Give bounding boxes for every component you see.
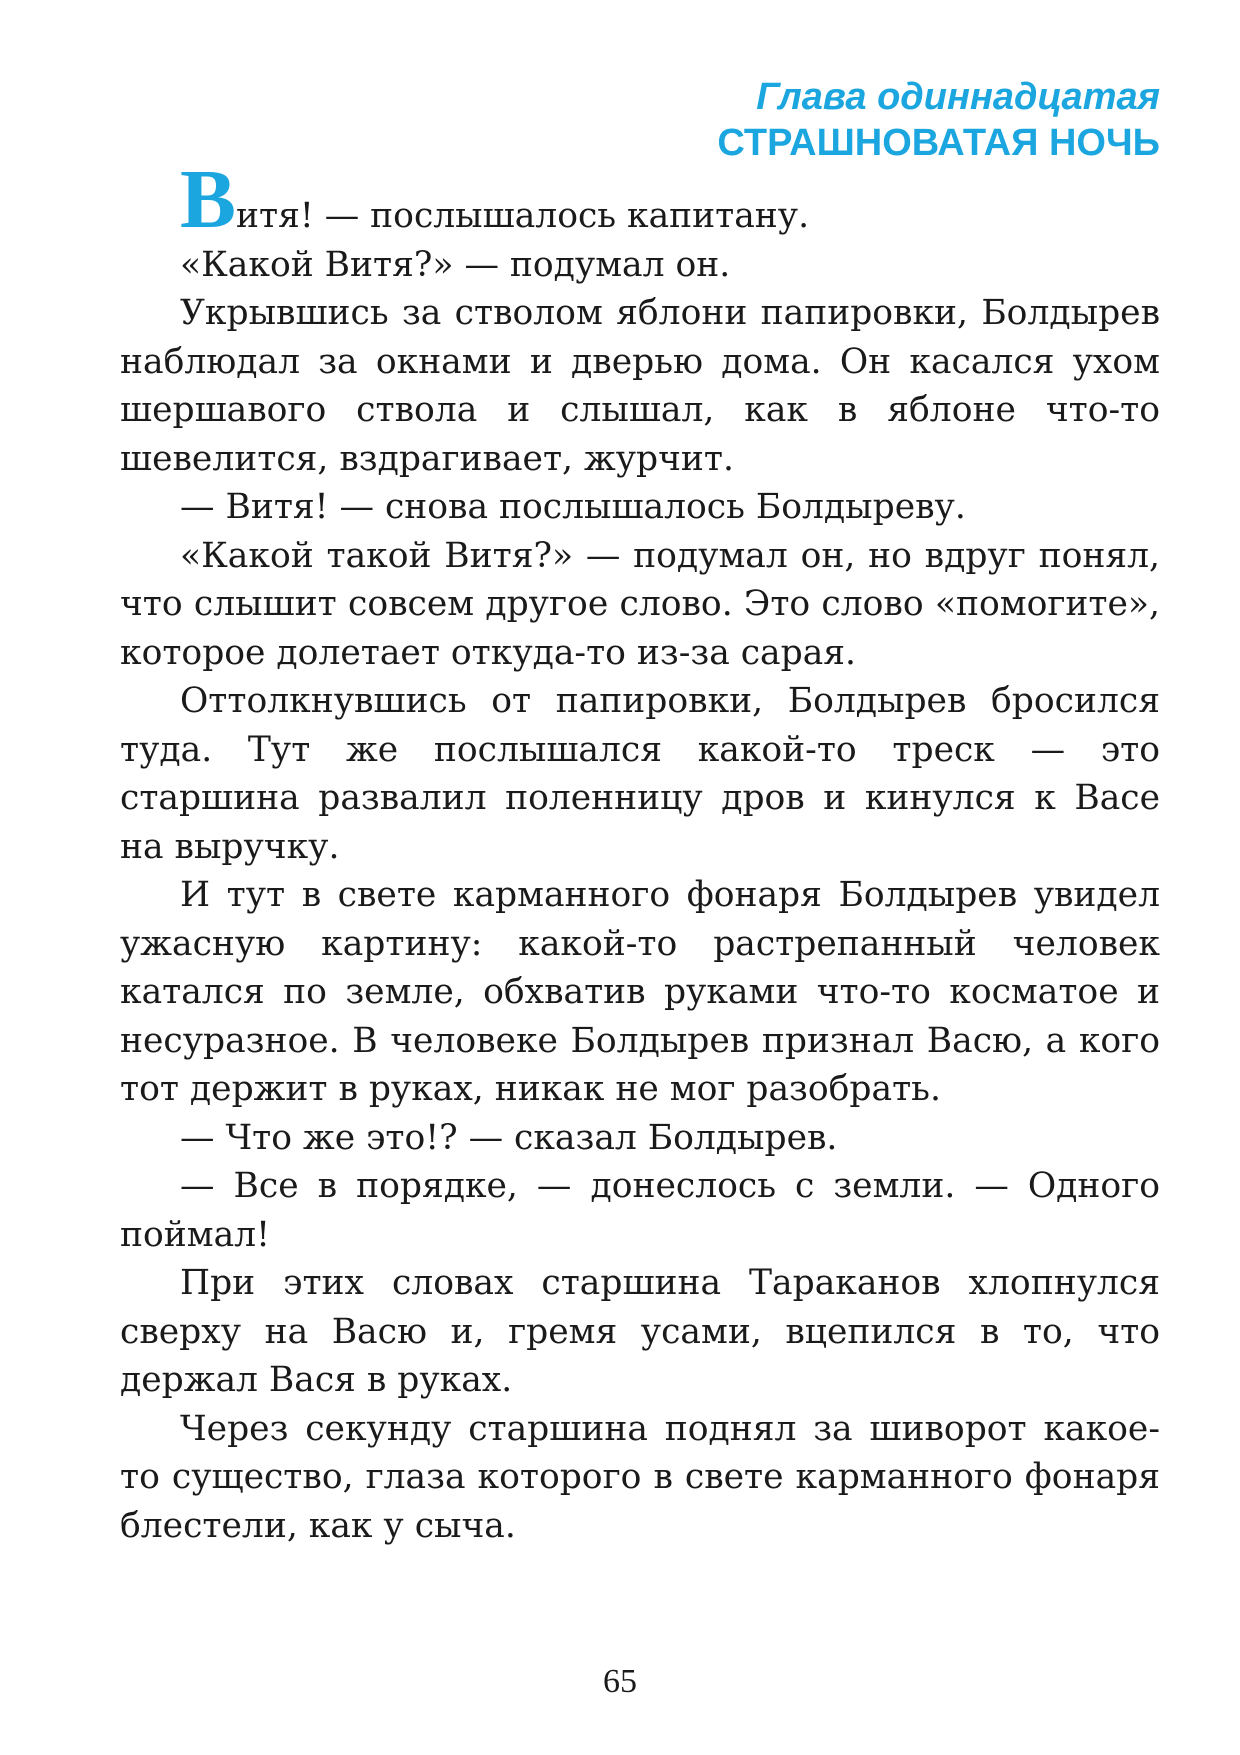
paragraph-6: Оттолкнувшись от папировки, Болдырев бросился туда. Тут же послышался какой-то треск — это старшина развалил поленницу дров и кинулся к Васе на выручку. [120, 681, 1160, 867]
paragraph-3: Укрывшись за стволом яблони папировки, Болдырев наблюдал за окнами и дверью дома. Он касался ухом шершавого ствола и слышал, как в яблоне что-то шевелится, вздрагивает, журчит. [120, 293, 1160, 479]
chapter-title: СТРАШНОВАТАЯ НОЧЬ [717, 122, 1160, 164]
drop-cap: В [180, 153, 237, 246]
paragraph-8: — Что же это!? — сказал Болдырев. [180, 1117, 838, 1158]
chapter-heading [120, 78, 1160, 162]
paragraph-10: При этих словах старшина Тараканов хлопнулся сверху на Васю и, гремя усами, вцепился в то, что держал Вася в руках. [120, 1263, 1160, 1400]
chapter-number: Глава одиннадцатая [756, 76, 1160, 118]
paragraph-11: Через секунду старшина поднял за шиворот какое-то существо, глаза которого в свете карманного фонаря блестели, как у сыча. [120, 1408, 1160, 1546]
paragraph-4: — Витя! — снова послышалось Болдыреву. [180, 487, 966, 527]
paragraph-5: «Какой такой Витя?» — подумал он, но вдруг понял, что слышит совсем другое слово. Это слово «помогите», которое долетает откуда-то из-за сарая. [120, 535, 1160, 673]
paragraph-7: И тут в свете карманного фонаря Болдырев увидел ужасную картину: какой-то растрепанный человек катался по земле, обхватив руками что-то косматое и несуразное. В человеке Болдырев признал Васю, а кого тот держит в руках, никак не мог разобрать. [120, 875, 1160, 1109]
paragraph-9: — Все в порядке, — донеслось с земли. — Одного поймал! [120, 1166, 1160, 1255]
paragraph-1-text: итя! — послышалось капитану. [236, 196, 810, 236]
paragraph-2: «Какой Витя?» — подумал он. [180, 244, 731, 285]
book-page [120, 78, 1160, 1698]
chapter-body [120, 153, 1160, 1550]
page-number: 65 [603, 1663, 637, 1700]
paragraph-1 [120, 153, 1160, 246]
